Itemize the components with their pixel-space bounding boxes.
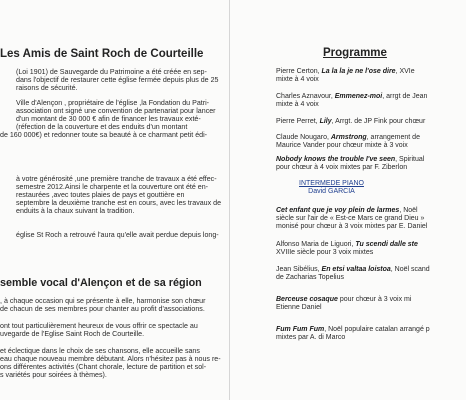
text-line: (Loi 1901) de Sauvegarde du Patrimoine a été créée en sep-	[16, 68, 207, 76]
details: , Noël	[399, 207, 418, 214]
song-title: Tu scendi dalle ste	[355, 241, 418, 248]
song-title: Berceuse cosaque	[276, 296, 338, 303]
program-item-detail: de Zacharias Topelius	[276, 274, 344, 281]
right-page	[231, 0, 430, 400]
pianist-name: David GARCIA	[308, 188, 355, 195]
program-item-detail: Etienne Daniel	[276, 304, 322, 311]
program-item	[276, 68, 466, 76]
text-line: association ont signé une convention de partenariat pour lancer	[16, 107, 216, 115]
text-line: à votre générosité ,une première tranche de travaux a été effec-	[16, 175, 217, 183]
left-page	[0, 0, 226, 400]
program-item	[276, 266, 466, 274]
program-item-detail: mixte à 4 voix	[276, 101, 319, 108]
program-item-detail: mixte à 4 voix	[276, 76, 319, 83]
text-line: eau chaque nouveau membre débutant. Alors n'hésitez pas à nous re-	[0, 355, 221, 363]
program-item-detail: mixtes par A. di Marco	[276, 334, 346, 341]
text-line: d'un montant de 30 000 € afin de financer les travaux exté-	[16, 115, 201, 123]
details: , arrgt de Jean	[382, 93, 428, 100]
details: , Noël scand	[390, 266, 430, 273]
composer: Jean Sibélius,	[276, 266, 322, 273]
song-title: En etsi valtaa loistoa	[321, 266, 391, 273]
text-line: ons différentes activités (Chant chorale, lecture de partition et sol-	[0, 363, 207, 371]
details: pour chœur à 3 voix mi	[337, 296, 412, 303]
program-item	[276, 296, 466, 304]
program-item-detail: monisé pour chœur à 3 voix mixtes par E. Daniel	[276, 223, 428, 230]
composer: Claude Nougaro,	[276, 134, 331, 141]
program-item	[276, 326, 466, 334]
text-line: ont tout particulièrement heureux de vous offrir ce spectacle au	[0, 322, 198, 330]
text-line: restaurées ,avec toutes plaies de pays et gouttière en	[16, 191, 185, 199]
association-title: Les Amis de Saint Roch de Courteille	[0, 48, 204, 60]
text-line: de 160 000€) et redonner toute sa beauté à ce charmant petit édi-	[0, 131, 208, 139]
song-title: La la la je ne l'ose dire	[321, 68, 396, 75]
program-item	[276, 207, 466, 215]
composer: Pierre Perret,	[276, 118, 320, 125]
text-line: et éclectique dans le choix de ses chansons, elle accueille sans	[0, 347, 200, 355]
details: , Spiritual	[395, 156, 425, 163]
text-line: Ville d'Alençon , propriétaire de l'église ,la Fondation du Patri-	[16, 99, 210, 107]
programme-title: Programme	[323, 47, 387, 59]
page-fold-divider	[229, 0, 230, 400]
text-line: de chacun de ses membres pour chanter au profit d'associations.	[0, 305, 205, 313]
song-title: Armstrong	[330, 134, 367, 141]
text-line: enduits à la chaux suivant la tradition.	[16, 207, 135, 215]
text-line: uvegarde de l'Eglise Saint Roch de Courteille.	[0, 330, 145, 338]
program-item	[276, 156, 466, 164]
song-title: Nobody knows the trouble I've seen	[276, 156, 396, 163]
program-item	[276, 118, 466, 126]
program-item-detail: Maurice Vander pour chœur mixte à 3 voix	[276, 142, 408, 149]
song-title: Cet enfant que je voy plein de larmes	[276, 207, 400, 214]
text-line: semestre 2012.Ainsi le charpente et la couverture ont été en-	[16, 183, 209, 191]
details: , arrangement de	[366, 134, 420, 141]
text-line: septembre la deuxième tranche est en cours, avec les travaux de	[16, 199, 222, 207]
song-title: Emmenez-moi	[334, 93, 383, 100]
text-line: (réfection de la couverture et des enduits d'un montant	[16, 123, 188, 131]
text-line: église St Roch a retrouvé l'aura qu'elle avait perdue depuis long-	[16, 231, 219, 239]
program-item	[276, 93, 466, 101]
ensemble-title: semble vocal d'Alençon et de sa région	[0, 277, 202, 289]
program-item	[276, 134, 466, 142]
details: , Arrgt. de JP Fink pour chœur	[331, 118, 426, 125]
program-item	[276, 241, 466, 249]
composer: Alfonso Maria de Liguori,	[276, 241, 356, 248]
details: , XVIe	[395, 68, 415, 75]
program-item-detail: siècle sur l'air de « Est-ce Mars ce grand Dieu »	[276, 215, 425, 222]
text-line: dans l'objectif de restaurer cette église fermée depuis plus de 25	[16, 76, 219, 84]
intermission-heading: INTERMEDE PIANO	[299, 180, 364, 187]
song-title: Lily	[319, 118, 332, 125]
composer: Pierre Certon,	[276, 68, 322, 75]
text-line: s variétés pour soirées à thèmes).	[0, 371, 107, 379]
text-line: , à chaque occasion qui se présente à elle, harmonise son chœur	[0, 297, 206, 305]
song-title: Fum Fum Fum	[276, 326, 325, 333]
text-line: raisons de sécurité.	[16, 84, 78, 92]
program-item-detail: pour chœur à 4 voix mixtes par F. Ziberlon	[276, 164, 408, 171]
details: , Noël populaire catalan arrangé p	[324, 326, 430, 333]
program-item-detail: XVIIIe siècle pour 3 voix mixtes	[276, 249, 374, 256]
composer: Charles Aznavour,	[276, 93, 335, 100]
